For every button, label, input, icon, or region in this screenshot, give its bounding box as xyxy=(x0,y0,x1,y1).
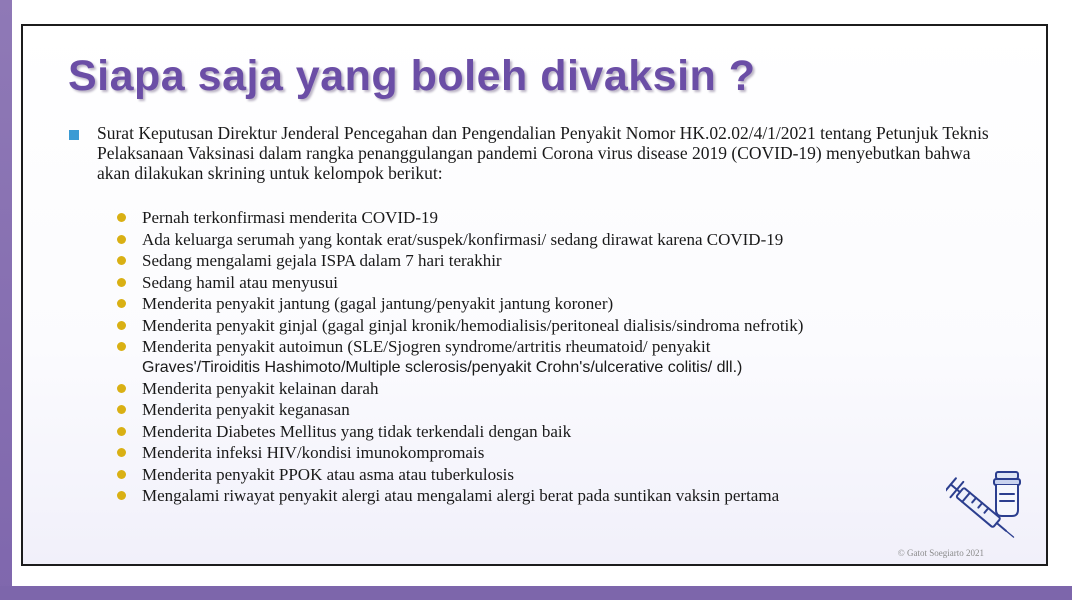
round-bullet-icon xyxy=(117,384,126,393)
list-item-text: Menderita penyakit PPOK atau asma atau tuberkulosis xyxy=(142,464,515,484)
list-item-text: Sedang mengalami gejala ISPA dalam 7 hari terakhir xyxy=(142,251,502,270)
list-item-text: Pernah terkonfirmasi menderita COVID-19 xyxy=(142,208,438,227)
round-bullet-icon xyxy=(117,235,126,244)
list-item-text: Menderita infeksi HIV/kondisi imunokompromais xyxy=(142,443,485,462)
slide-title: Siapa saja yang boleh divaksin ? xyxy=(68,52,756,100)
list-item-text: Menderita penyakit autoimun (SLE/Sjogren syndrome/artritis rheumatoid/ penyakit xyxy=(142,337,711,356)
list-item-text: Menderita penyakit jantung (gagal jantung/penyakit jantung koroner) xyxy=(142,294,614,313)
list-item xyxy=(115,250,975,272)
list-item xyxy=(115,336,975,378)
list-item-text: Menderita penyakit ginjal (gagal ginjal kronik/hemodialisis/peritoneal dialisis/sindroma nefrotik) xyxy=(142,315,804,335)
round-bullet-icon xyxy=(117,405,126,414)
round-bullet-icon xyxy=(117,491,126,500)
list-item xyxy=(115,315,975,337)
round-bullet-icon xyxy=(117,321,126,330)
round-bullet-icon xyxy=(117,342,126,351)
list-item xyxy=(115,378,975,400)
round-bullet-icon xyxy=(117,299,126,308)
list-item xyxy=(115,293,975,315)
list-item xyxy=(115,399,975,421)
round-bullet-icon xyxy=(117,213,126,222)
list-item xyxy=(115,229,975,251)
list-item-text: Ada keluarga serumah yang kontak erat/suspek/konfirmasi/ sedang dirawat karena COVID-19 xyxy=(142,229,784,249)
intro-paragraph: Surat Keputusan Direktur Jenderal Pencegahan dan Pengendalian Penyakit Nomor HK.02.02/4/1/2021 tentang Petunjuk Teknis Pelaksanaan Vaksinasi dalam rangka penanggulangan pandemi Corona virus disease 2019 (COVID-19) menyebutkan bahwa akan dilakukan skrining untuk kelompok berikut: xyxy=(97,123,989,183)
list-item xyxy=(115,464,975,486)
round-bullet-icon xyxy=(117,448,126,457)
list-item xyxy=(115,421,975,443)
round-bullet-icon xyxy=(117,427,126,436)
slide xyxy=(21,24,1048,566)
vaccine-syringe-icon xyxy=(946,464,1028,556)
square-bullet-icon xyxy=(69,130,79,140)
list-item xyxy=(115,442,975,464)
list-item-text: Sedang hamil atau menyusui xyxy=(142,272,338,292)
list-item xyxy=(115,272,975,294)
copyright-note: © Gatot Soegiarto 2021 xyxy=(897,548,984,558)
list-item xyxy=(115,207,975,229)
left-accent-strip xyxy=(0,0,12,600)
round-bullet-icon xyxy=(117,278,126,287)
bottom-accent-strip xyxy=(0,586,1072,600)
round-bullet-icon xyxy=(117,256,126,265)
list-item-text: Menderita penyakit keganasan xyxy=(142,400,350,419)
round-bullet-icon xyxy=(117,470,126,479)
screening-list xyxy=(115,207,975,507)
list-item-text: Menderita Diabetes Mellitus yang tidak terkendali dengan baik xyxy=(142,421,572,441)
list-item xyxy=(115,485,975,507)
list-item-text: Mengalami riwayat penyakit alergi atau mengalami alergi berat pada suntikan vaksin pertama xyxy=(142,486,780,505)
list-item-text: Menderita penyakit kelainan darah xyxy=(142,378,379,398)
autoimmune-continuation: Graves'/Tiroiditis Hashimoto/Multiple sclerosis/penyakit Crohn's/ulcerative colitis/ dll.) xyxy=(142,358,743,376)
